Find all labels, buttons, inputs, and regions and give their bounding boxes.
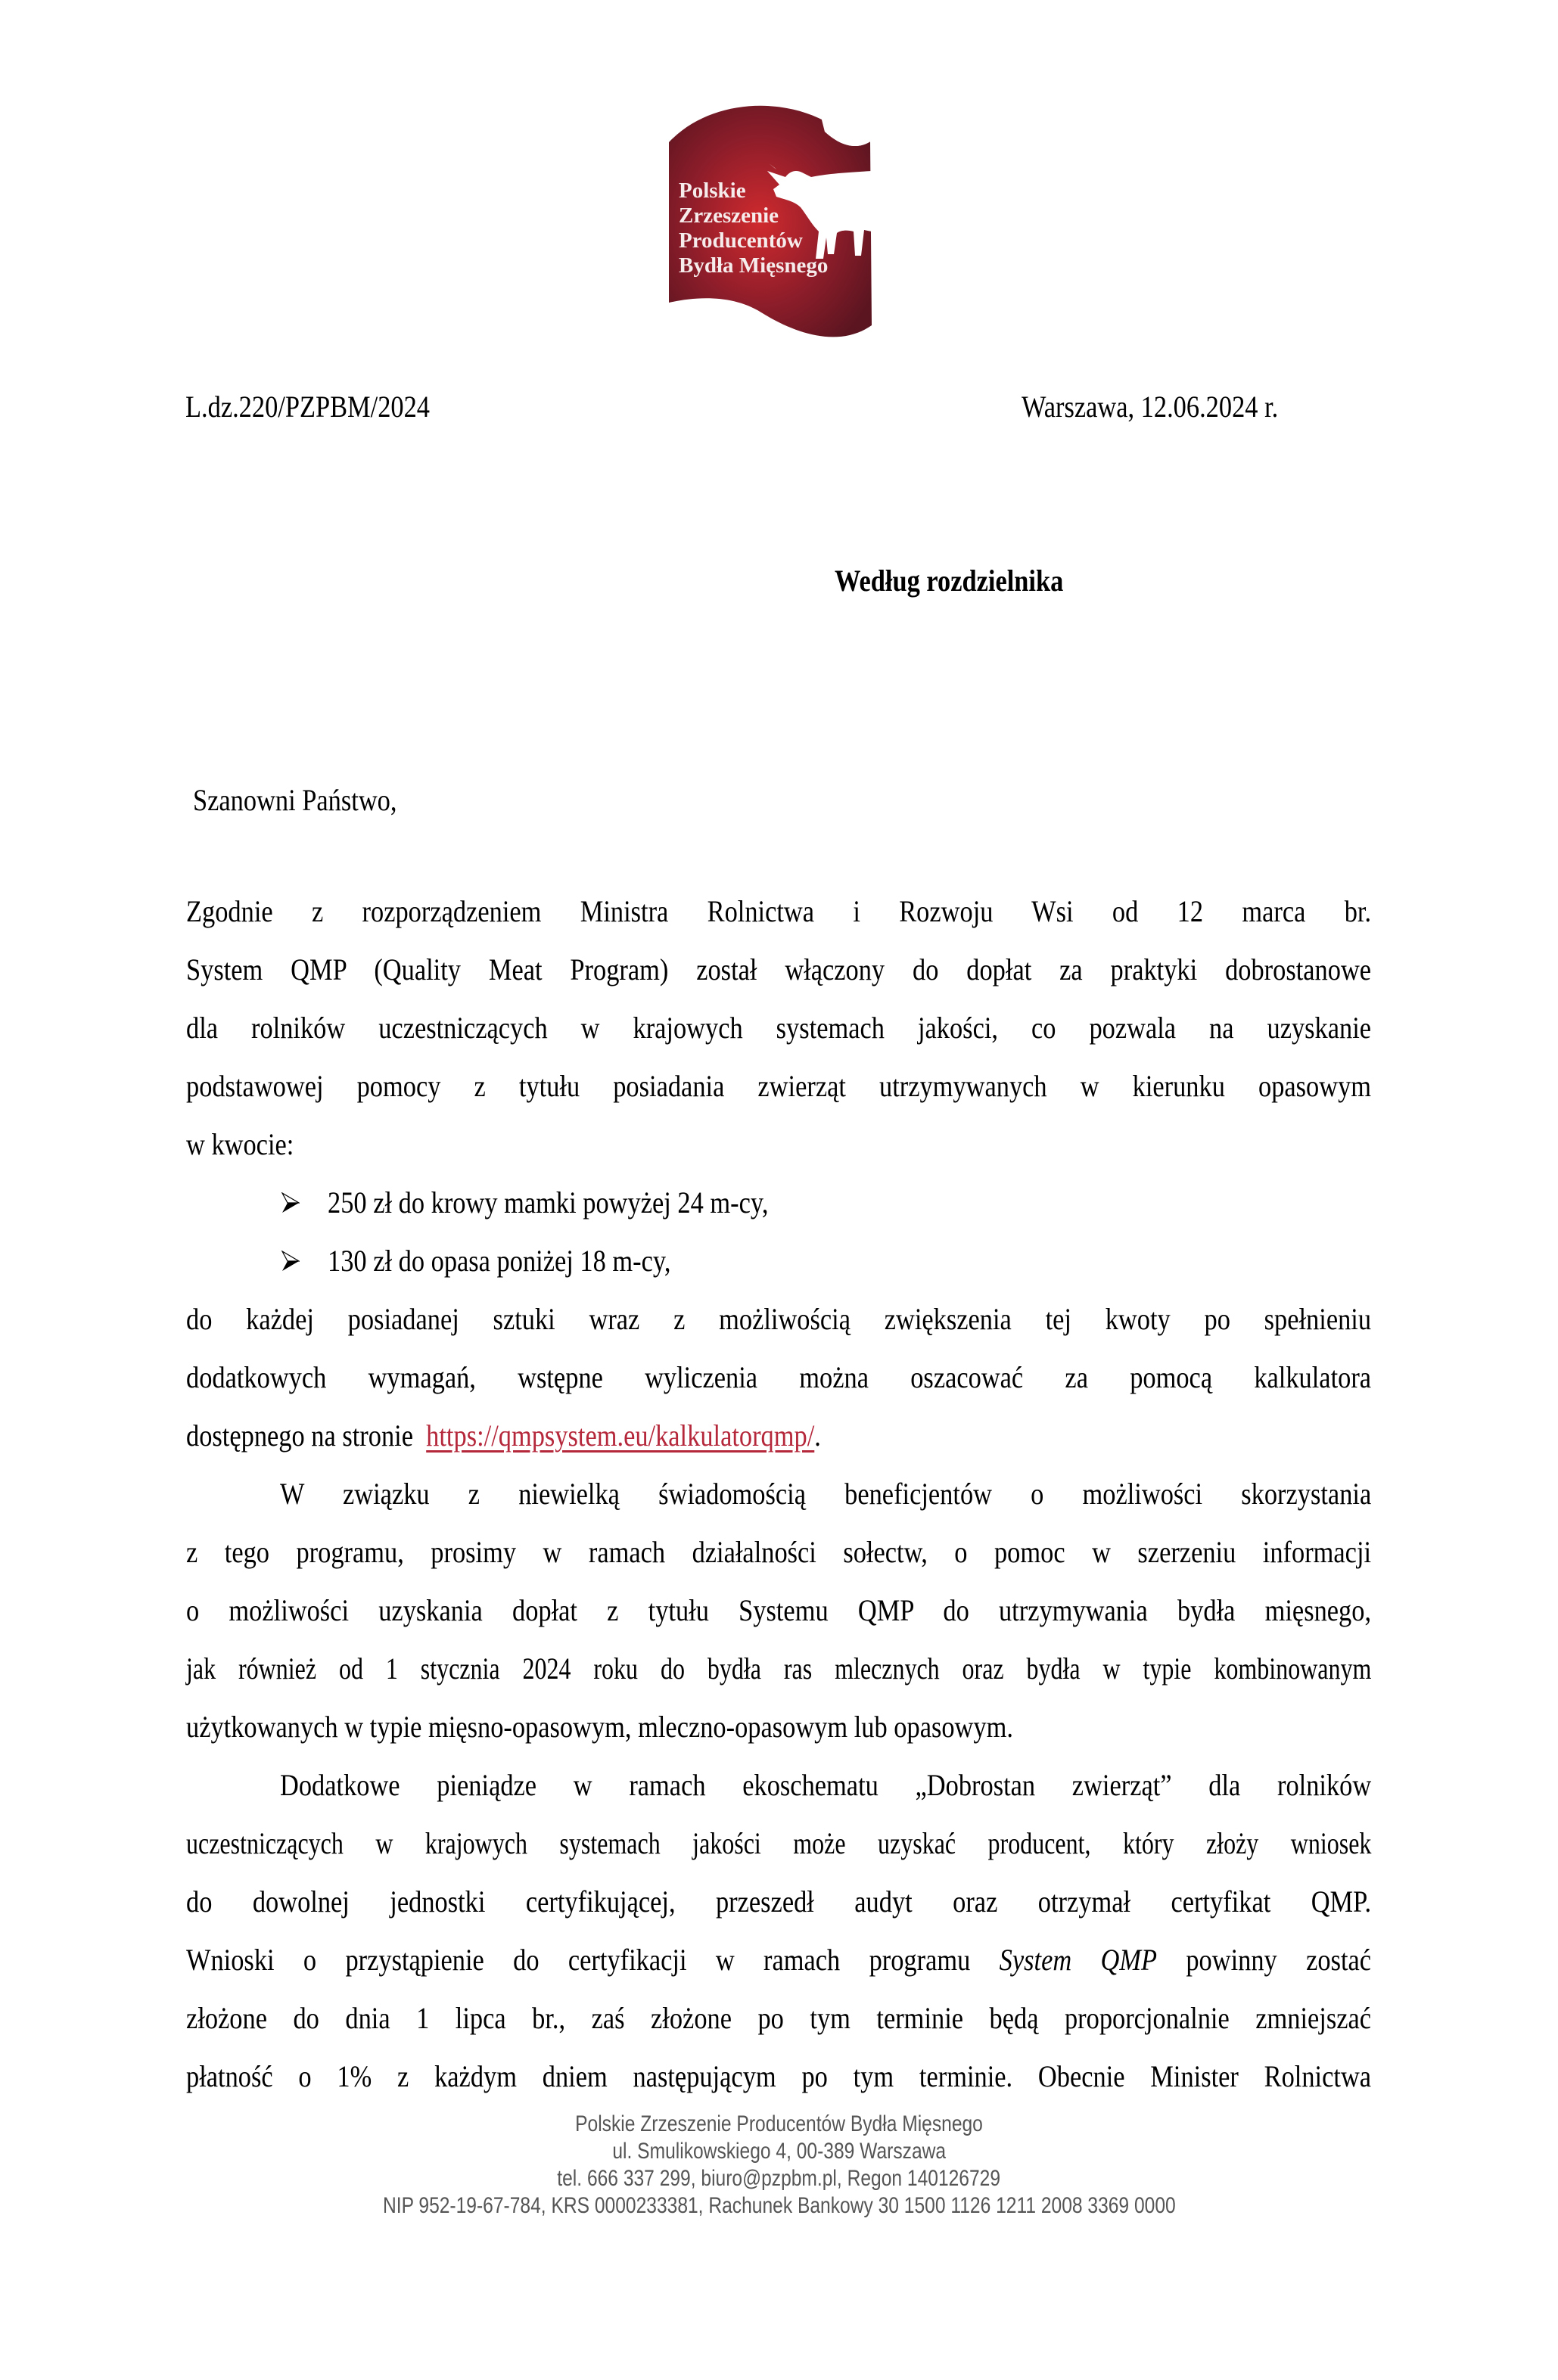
body-line: W związku z niewielką świadomością beneficjentów o możliwości skorzystania	[280, 1477, 1372, 1511]
footer-contact: tel. 666 337 299, biuro@pzpbm.pl, Regon 140126729	[557, 2166, 1001, 2191]
program-name: System QMP	[999, 1943, 1158, 1977]
body-line: z tego programu, prosimy w ramach działalności sołectw, o pomoc w szerzeniu informacji	[186, 1535, 1372, 1569]
body-line: Wnioski o przystąpienie do certyfikacji w ramach programu System QMP powinny zostać	[186, 1943, 1372, 1977]
place-and-date: Warszawa, 12.06.2024 r.	[1022, 390, 1279, 424]
logo-line: Producentów	[679, 228, 803, 253]
logo-line: Polskie	[679, 179, 746, 203]
body-line: Dodatkowe pieniądze w ramach ekoschematu „Dobrostan zwierząt” dla rolników	[280, 1768, 1372, 1802]
calculator-link[interactable]: https://qmpsystem.eu/kalkulatorqmp/	[426, 1418, 815, 1453]
body-line: o możliwości uzyskania dopłat z tytułu Systemu QMP do utrzymywania bydła mięsnego,	[186, 1593, 1372, 1627]
footer-registration: NIP 952-19-67-784, KRS 0000233381, Rachunek Bankowy 30 1500 1126 1211 2008 3369 0000	[382, 2193, 1176, 2218]
body-line: złożone do dnia 1 lipca br., zaś złożone po tym terminie będą proporcjonalnie zmniejszać	[186, 2001, 1372, 2035]
body-line: Zgodnie z rozporządzeniem Ministra Rolnictwa i Rozwoju Wsi od 12 marca br.	[186, 894, 1372, 928]
body-line: jak również od 1 stycznia 2024 roku do bydła ras mlecznych oraz bydła w typie kombinowanym	[186, 1651, 1372, 1686]
body-line: do każdej posiadanej sztuki wraz z możliwością zwiększenia tej kwoty po spełnieniu	[186, 1302, 1372, 1336]
body-line: dla rolników uczestniczących w krajowych systemach jakości, co pozwala na uzyskanie	[186, 1011, 1372, 1045]
logo-line: Bydła Mięsnego	[679, 253, 829, 278]
footer-organization: Polskie Zrzeszenie Producentów Bydła Mięsnego	[575, 2111, 983, 2136]
body-line: w kwocie:	[186, 1127, 294, 1161]
arrow-bullet-icon	[281, 1251, 300, 1272]
logo-line: Zrzeszenie	[679, 204, 779, 228]
body-line: System QMP (Quality Meat Program) został włączony do dopłat za praktyki dobrostanowe	[186, 952, 1372, 986]
body-line: płatność o 1% z każdym dniem następującym po tym terminie. Obecnie Minister Rolnictwa	[186, 2059, 1372, 2093]
body-line: użytkowanych w typie mięsno-opasowym, mleczno-opasowym lub opasowym.	[186, 1710, 1013, 1744]
recipient-heading: Według rozdzielnika	[835, 564, 1064, 598]
salutation: Szanowni Państwo,	[193, 783, 397, 817]
arrow-bullet-icon	[281, 1192, 300, 1213]
body-line: dostępnego na stronie https://qmpsystem.eu/kalkulatorqmp/.	[186, 1418, 821, 1453]
body-line: dodatkowych wymagań, wstępne wyliczenia można oszacować za pomocą kalkulatora	[186, 1360, 1372, 1394]
bullet-item: 130 zł do opasa poniżej 18 m-cy,	[328, 1244, 671, 1278]
bullet-item: 250 zł do krowy mamki powyżej 24 m-cy,	[328, 1185, 769, 1220]
footer-address: ul. Smulikowskiego 4, 00-389 Warszawa	[612, 2139, 946, 2164]
logo-text	[679, 179, 828, 278]
document-reference-number: L.dz.220/PZPBM/2024	[185, 390, 431, 424]
body-line: do dowolnej jednostki certyfikującej, przeszedł audyt oraz otrzymał certyfikat QMP.	[186, 1884, 1372, 1919]
body-line: podstawowej pomocy z tytułu posiadania zwierząt utrzymywanych w kierunku opasowym	[186, 1069, 1372, 1103]
body-line: uczestniczących w krajowych systemach jakości może uzyskać producent, który złoży wniosek	[186, 1826, 1372, 1860]
